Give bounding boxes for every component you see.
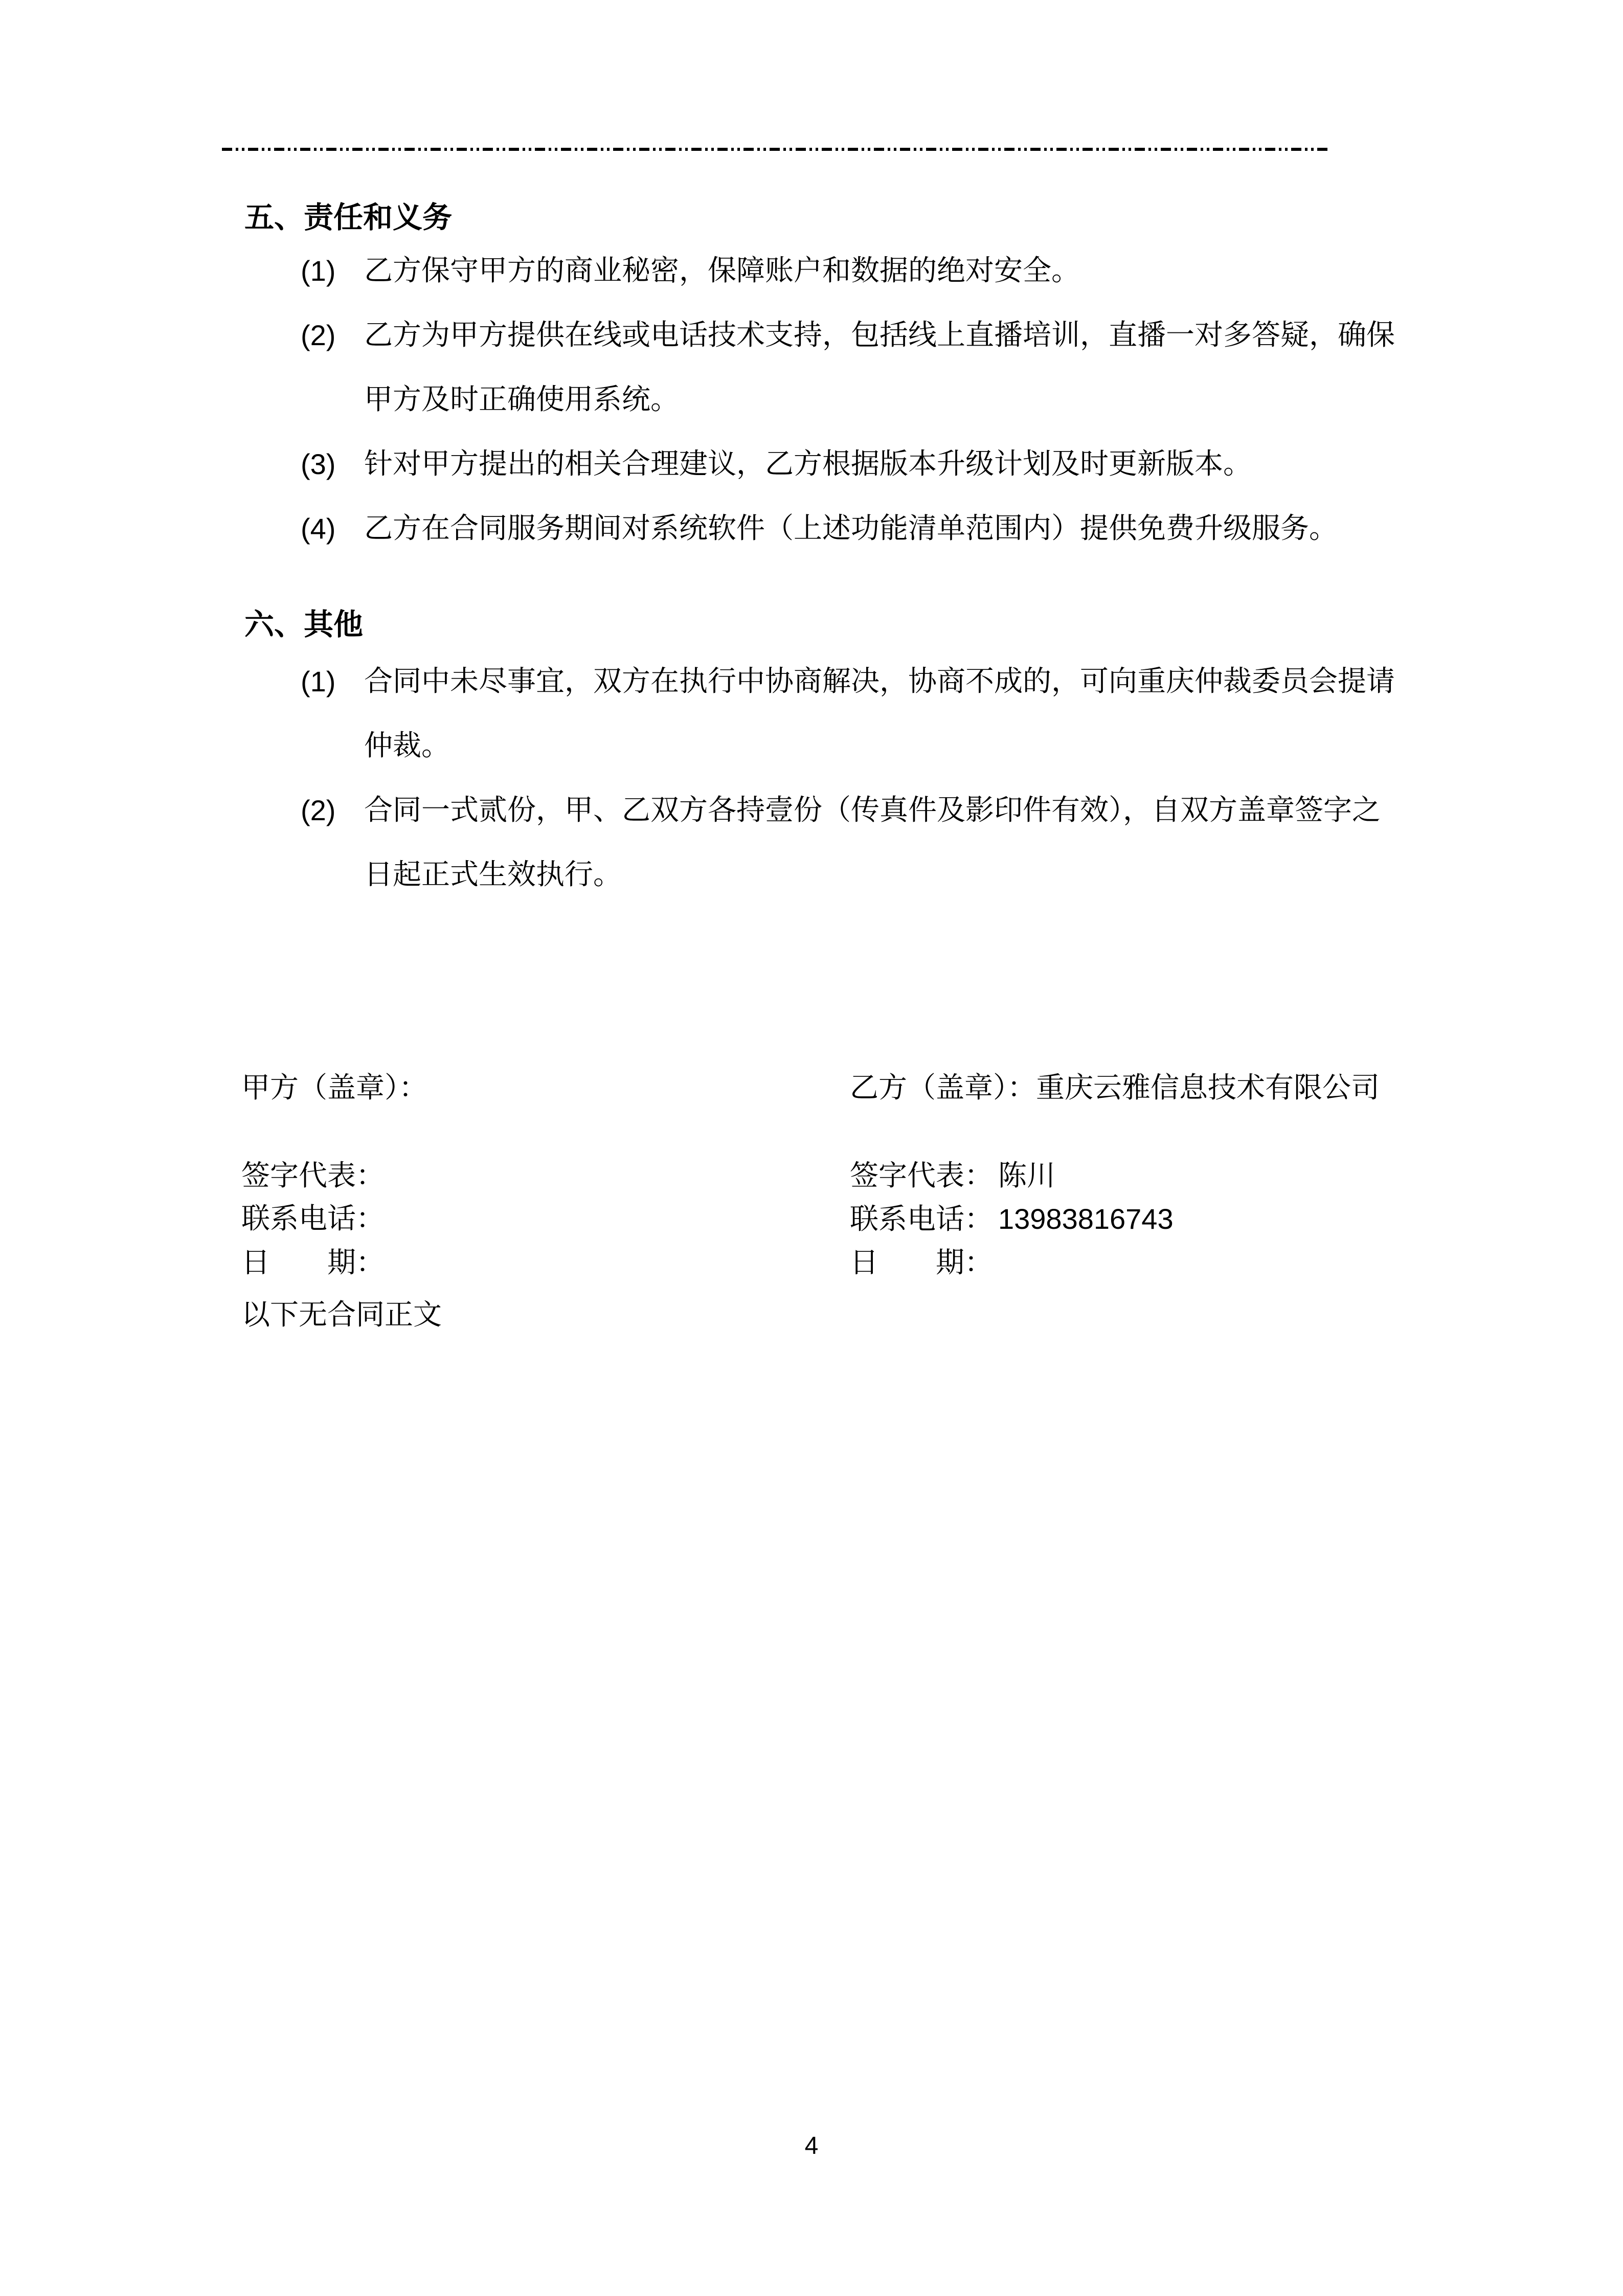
- section-5-item-3: [245, 432, 1401, 497]
- section-6-heading: 六、其他: [244, 608, 364, 641]
- party-b-representative: [850, 1161, 1055, 1191]
- party-b-phone: [850, 1204, 1174, 1235]
- item-number: (2): [301, 319, 336, 351]
- header-divider-line: [222, 148, 1329, 151]
- section-5-heading: 五、责任和义务: [244, 201, 453, 234]
- party-a-phone: [241, 1204, 390, 1234]
- party-a-seal: [241, 1073, 433, 1104]
- party-b-rep-label: 签字代表：: [850, 1160, 993, 1192]
- party-b-rep-value: 陈川: [998, 1160, 1055, 1192]
- item-number: (4): [301, 512, 336, 545]
- item-text: 乙方在合同服务期间对系统软件（上述功能清单范围内）提供免费升级服务。: [364, 513, 1338, 545]
- item-text: 针对甲方提出的相关合理建议，乙方根据版本升级计划及时更新版本。: [364, 448, 1252, 480]
- party-b-phone-value: 13983816743: [998, 1203, 1174, 1235]
- item-text: 合同一式贰份，甲、乙双方各持壹份（传真件及影印件有效），自双方盖章签字之日起正式生效执行。: [364, 795, 1381, 891]
- item-number: (3): [301, 448, 336, 480]
- party-b-date-label: 日 期：: [850, 1247, 993, 1279]
- page-number: 4: [804, 2132, 819, 2159]
- party-a-phone-label: 联系电话：: [241, 1203, 385, 1235]
- contract-end-note: 以下无合同正文: [241, 1299, 442, 1331]
- party-b-phone-label: 联系电话：: [850, 1204, 993, 1235]
- item-number: (1): [301, 255, 336, 287]
- party-a-rep-label: 签字代表：: [241, 1160, 385, 1192]
- section-5-item-1: [245, 239, 1401, 303]
- item-text: 乙方保守甲方的商业秘密，保障账户和数据的绝对安全。: [364, 255, 1080, 287]
- party-b-seal: [850, 1073, 1380, 1104]
- party-b-seal-label: 乙方（盖章）：: [850, 1072, 1036, 1104]
- party-a-date-label: 日 期：: [241, 1247, 385, 1279]
- section-5-item-4: [245, 497, 1401, 561]
- section-6-items: [245, 649, 1401, 907]
- item-text: 合同中未尽事宜，双方在执行中协商解决，协商不成的，可向重庆仲裁委员会提请仲裁。: [364, 666, 1395, 762]
- party-a-date: [241, 1248, 390, 1278]
- item-number: (1): [301, 665, 336, 697]
- item-number: (2): [301, 794, 336, 826]
- section-6-item-2: [245, 778, 1401, 907]
- party-a-seal-label: 甲方（盖章）：: [241, 1072, 427, 1104]
- section-6-item-1: [245, 649, 1401, 778]
- section-5-item-2: [245, 303, 1401, 432]
- party-a-representative: [241, 1161, 390, 1191]
- party-b-date: [850, 1248, 998, 1278]
- party-b-seal-value: 重庆云雅信息技术有限公司: [1036, 1072, 1380, 1104]
- item-text: 乙方为甲方提供在线或电话技术支持，包括线上直播培训，直播一对多答疑，确保甲方及时正确使用系统。: [364, 320, 1395, 416]
- section-5-items: [245, 239, 1401, 561]
